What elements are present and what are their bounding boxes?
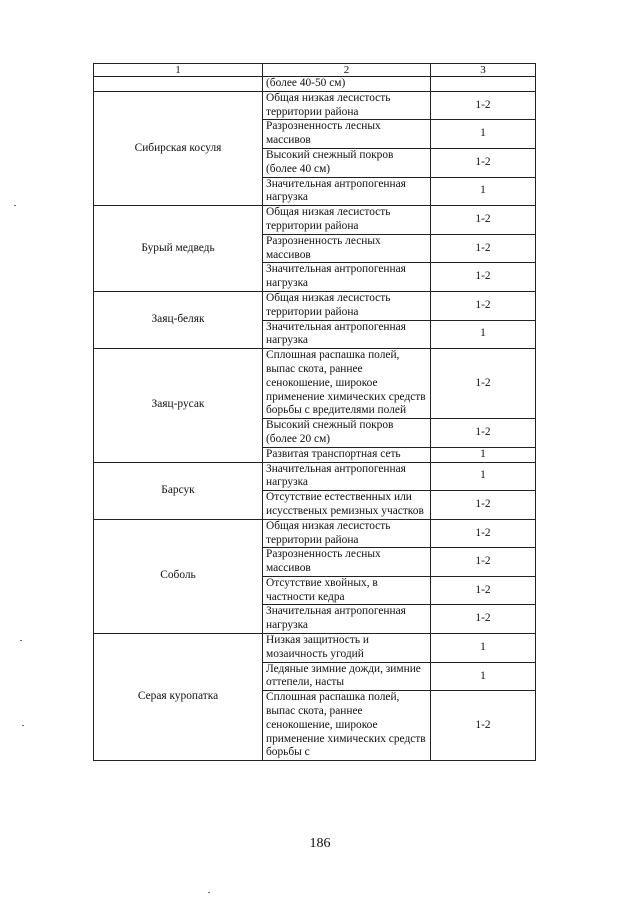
- factor-cell: Значительная антропогенная нагрузка: [263, 605, 431, 634]
- score-cell: 1-2: [431, 291, 536, 320]
- factor-cell: Разрозненность лесных массивов: [263, 234, 431, 263]
- factor-cell: Низкая защитность и мозаичность угодий: [263, 634, 431, 663]
- factor-cell: Разрозненность лесных массивов: [263, 548, 431, 577]
- table-row: [94, 349, 536, 419]
- score-cell: 1: [431, 177, 536, 206]
- score-cell: 1-2: [431, 91, 536, 120]
- page-number: 186: [309, 836, 331, 851]
- factor-cell: Разрозненность лесных массивов: [263, 120, 431, 149]
- factor-cell: Общая низкая лесистость территории района: [263, 291, 431, 320]
- score-cell: 1-2: [431, 419, 536, 448]
- animal-cell: Барсук: [94, 462, 263, 519]
- factor-cell: Ледяные зимние дожди, зимние оттепели, насты: [263, 662, 431, 691]
- factor-cell: Значительная антропогенная нагрузка: [263, 263, 431, 292]
- scan-speck: [20, 640, 22, 641]
- animal-cell: Серая куропатка: [94, 634, 263, 761]
- score-cell: 1: [431, 462, 536, 491]
- score-cell: 1-2: [431, 576, 536, 605]
- factor-cell: Высокий снежный покров (более 20 см): [263, 419, 431, 448]
- continued-row: [94, 77, 536, 92]
- factor-cell: Развитая транспортная сеть: [263, 447, 431, 462]
- score-cell: 1: [431, 634, 536, 663]
- score-cell: 1-2: [431, 234, 536, 263]
- factor-cell: Отсутствие хвойных, в частности кедра: [263, 576, 431, 605]
- score-cell: 1: [431, 320, 536, 349]
- factors-table: [93, 63, 536, 761]
- score-cell: 1: [431, 120, 536, 149]
- factor-cell: Значительная антропогенная нагрузка: [263, 462, 431, 491]
- score-cell: 1-2: [431, 349, 536, 419]
- animal-cell: Сибирская косуля: [94, 91, 263, 205]
- factor-cell: Сплошная распашка полей, выпас скота, раннее сенокошение, широкое применение химических средств борьбы с: [263, 691, 431, 761]
- factor-cell: Значительная антропогенная нагрузка: [263, 320, 431, 349]
- table-row: [94, 519, 536, 548]
- table-header-row: [94, 64, 536, 77]
- table-row: [94, 206, 536, 235]
- factor-cell: Общая низкая лесистость территории района: [263, 519, 431, 548]
- animal-cell: Бурый медведь: [94, 206, 263, 292]
- score-cell: 1-2: [431, 605, 536, 634]
- score-cell: 1-2: [431, 519, 536, 548]
- score-cell: 1-2: [431, 491, 536, 520]
- score-cell: 1-2: [431, 263, 536, 292]
- scan-speck: [14, 205, 16, 206]
- score-cell: 1: [431, 447, 536, 462]
- score-cell: 1: [431, 662, 536, 691]
- column-header-2: 2: [263, 64, 431, 77]
- continued-animal-cell: [94, 77, 263, 92]
- score-cell: 1-2: [431, 206, 536, 235]
- scan-speck: [208, 892, 210, 893]
- factor-cell: Сплошная распашка полей, выпас скота, раннее сенокошение, широкое применение химических средств борьбы с вредителями полей: [263, 349, 431, 419]
- score-cell: 1-2: [431, 148, 536, 177]
- score-cell: [431, 77, 536, 92]
- factor-cell: Значительная антропогенная нагрузка: [263, 177, 431, 206]
- score-cell: 1-2: [431, 548, 536, 577]
- factor-cell: (более 40-50 см): [263, 77, 431, 92]
- factor-cell: Отсутствие естественных или исусственых ремизных участков: [263, 491, 431, 520]
- column-header-1: 1: [94, 64, 263, 77]
- animal-cell: Заяц-русак: [94, 349, 263, 462]
- table-row: [94, 634, 536, 663]
- factor-cell: Общая низкая лесистость территории района: [263, 206, 431, 235]
- table-row: [94, 91, 536, 120]
- table-row: [94, 291, 536, 320]
- animal-cell: Заяц-беляк: [94, 291, 263, 348]
- column-header-3: 3: [431, 64, 536, 77]
- table-row: [94, 462, 536, 491]
- factor-cell: Высокий снежный покров (более 40 см): [263, 148, 431, 177]
- animal-cell: Соболь: [94, 519, 263, 633]
- factor-cell: Общая низкая лесистость территории района: [263, 91, 431, 120]
- score-cell: 1-2: [431, 691, 536, 761]
- scan-speck: [22, 725, 24, 726]
